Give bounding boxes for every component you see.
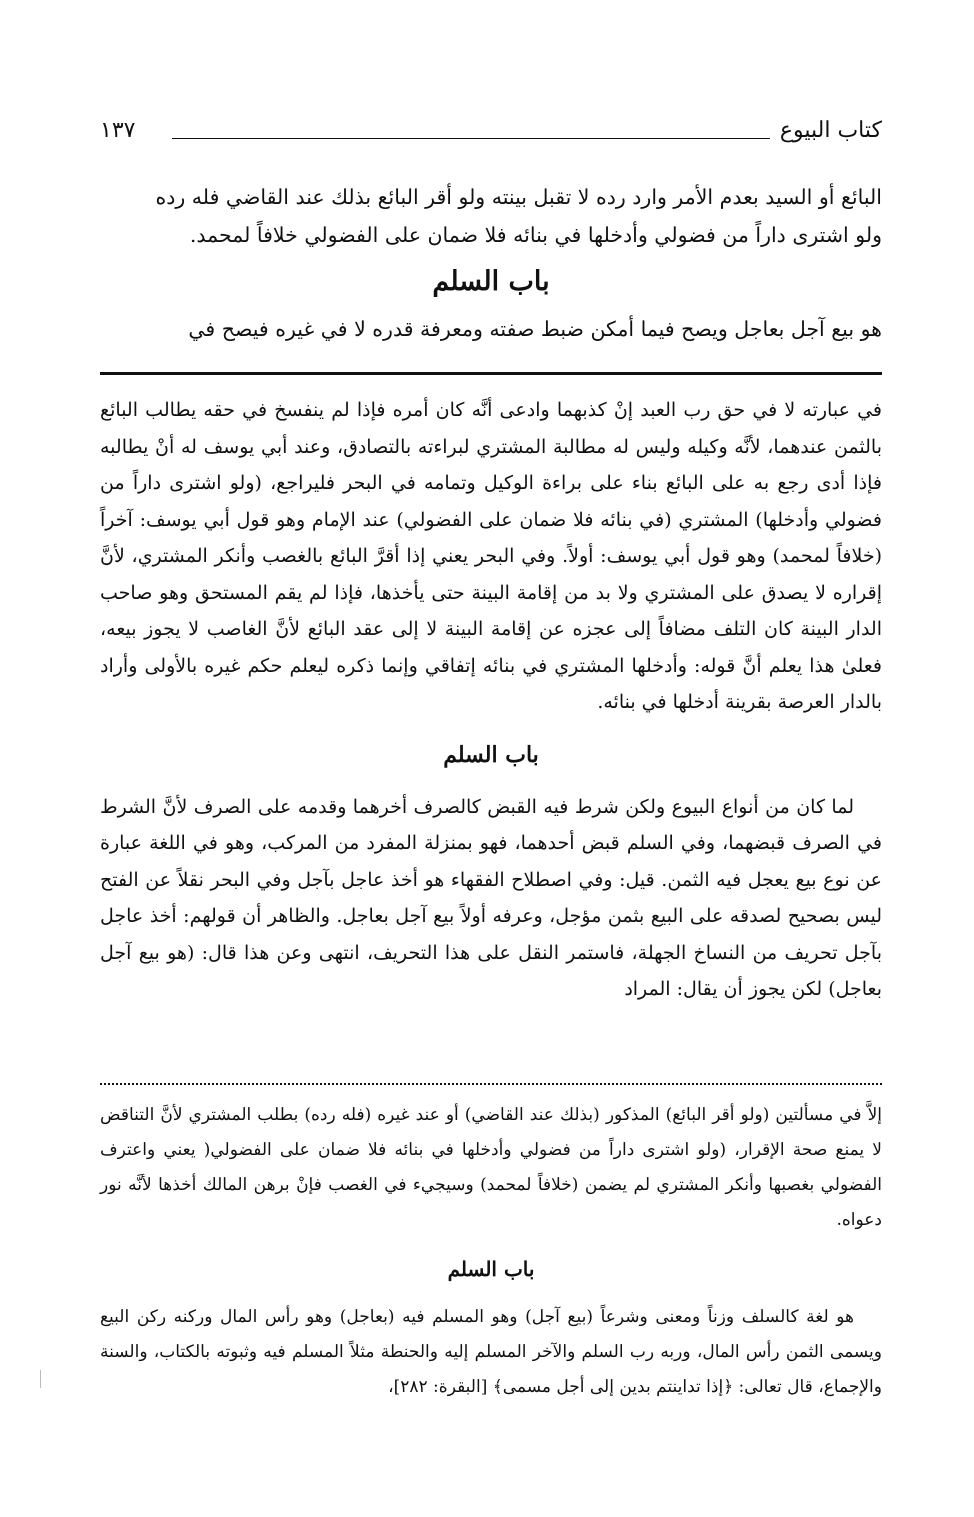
chapter-heading: باب السلم	[432, 266, 550, 297]
main-text-line: ولو اشترى داراً من فضولي وأدخلها في بنائه فلا ضمان على الفضولي خلافاً لمحمد.	[189, 223, 882, 247]
section-divider	[100, 372, 882, 375]
footnote-heading: باب السلم	[447, 1257, 535, 1281]
dotted-divider	[100, 1083, 882, 1085]
commentary-heading: باب السلم	[443, 741, 539, 768]
commentary-paragraph: لما كان من أنواع البيوع ولكن شرط فيه القبض كالصرف أخرهما وقدمه على الصرف لأنَّ الشرط في الصرف قبضهما، وفي السلم قبض أحدهما، فهو بمنزلة المفرد من المركب، وهو في اللغة عبارة عن نوع بيع يعجل فيه الثمن. قيل: وفي اصطلاح الفقهاء هو أخذ عاجل بآجل وفي البحر نقلاً عن الفتح ليس بصحيح لصدقه على البيع بثمن مؤجل، وعرفه أولاً بيع آجل بعاجل. والظاهر أن قولهم: أخذ عاجل بآجل تحريف من النساخ الجهلة، فاستمر النقل على هذا التحريف، انتهى وعن هذا قال: (هو بيع آجل بعاجل) لكن يجوز أن يقال: المراد	[100, 795, 882, 1000]
scan-edge-mark	[40, 1370, 41, 1388]
commentary-paragraph: في عبارته لا في حق رب العبد إنْ كذبهما وادعى أنَّه كان أمره فإذا لم ينفسخ في حقه يطالب البائع بالثمن عندهما، لأنَّه وكيله وليس له مطالبة المشتري لبراءته بالتصادق، وعند أبي يوسف له أنْ يطالبه فإذا أدى رجع به على البائع بناء على براءة الوكيل وتمامه في البحر فليراجع، (ولو اشترى داراً من فضولي وأدخلها) المشتري (في بنائه فلا ضمان على الفضولي) عند الإمام وهو قول أبي يوسف: آخراً (خلافاً لمحمد) وهو قول أبي يوسف: أولاً. وفي البحر يعني إذا أقرَّ البائع بالغصب وأنكر المشتري، لأنَّ إقراره لا يصدق على المشتري ولا بد من إقامة البينة حتى يأخذها، فإذا لم يقم المستحق وهو صاحب الدار البينة كان التلف مضافاً إلى عجزه عن إقامة البينة لا إلى عقد البائع لأنَّ الغاصب لا يجوز بيعه، فعلىٰ هذا يعلم أنَّ قوله: وأدخلها المشتري في بنائه إتفاقي وإنما ذكره ليعلم حكم غيره بالأولى وأراد بالدار العرصة بقرينة أدخلها في بنائه.	[100, 399, 882, 713]
commentary	[100, 392, 882, 1008]
book-title: كتاب البيوع	[779, 118, 882, 143]
main-text	[100, 178, 882, 348]
page-number: ١٣٧	[100, 118, 136, 143]
running-header	[100, 118, 882, 152]
footnote-commentary	[100, 1098, 882, 1405]
header-rule	[172, 138, 770, 139]
main-text-paragraph: هو بيع آجل بعاجل ويصح فيما أمكن ضبط صفته ومعرفة قدره لا في غيره فيصح في	[188, 317, 882, 341]
footnote-paragraph: هو لغة كالسلف وزناً ومعنى وشرعاً (بيع آجل) وهو المسلم فيه (بعاجل) وهو رأس المال وركنه ركن البيع ويسمى الثمن رأس المال، وربه رب السلم والآخر المسلم إليه والحنطة مثلاً المسلم فيه وثبوته بالكتاب، والسنة والإجماع، قال تعالى: ﴿إذا تداينتم بدين إلى أجل مسمى﴾ [البقرة: ٢٨٢]،	[100, 1307, 882, 1397]
footnote-paragraph: إلاَّ في مسألتين (ولو أقر البائع) المذكور (بذلك عند القاضي) أو عند غيره (فله رده) بطلب المشتري لأنَّ التناقض لا يمنع صحة الإقرار، (ولو اشترى داراً من فضولي وأدخلها في بنائه فلا ضمان على الفضولي( يعني واعترف الفضولي بغصبها وأنكر المشتري لم يضمن (خلافاً لمحمد) وسيجيء في الغصب فإنْ برهن المالك أخذها لأنَّه نور دعواه.	[100, 1105, 882, 1230]
main-text-line: البائع أو السيد بعدم الأمر وارد رده لا تقبل بينته ولو أقر البائع بذلك عند القاضي فله رده	[155, 185, 882, 209]
